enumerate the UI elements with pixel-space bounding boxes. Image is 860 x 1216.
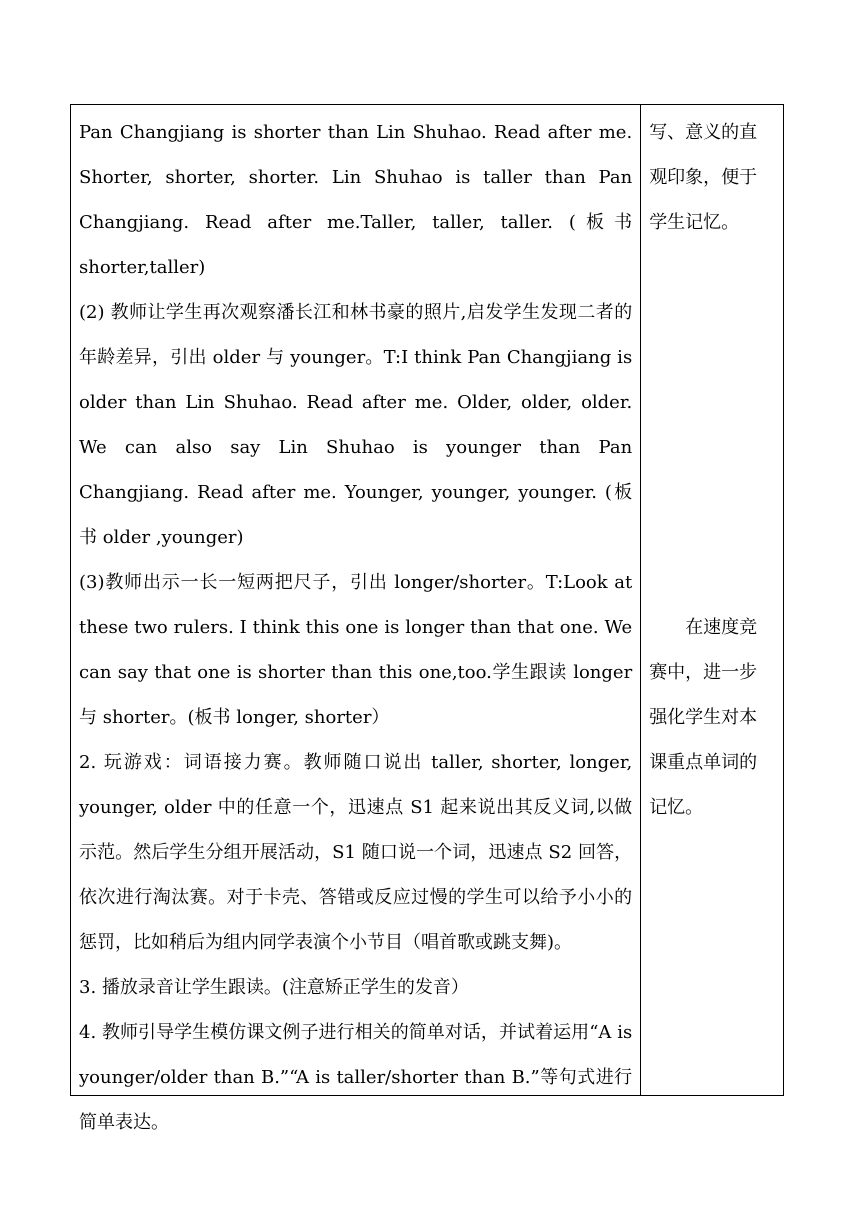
procedure-paragraph-2: (2) 教师让学生再次观察潘长江和林书豪的照片,启发学生发现二者的年龄差异，引出 older 与 younger。T:I think Pan Changjiang is older than Lin Shuhao. Read after me. Older, older, older. We can also say Lin Shuhao is younger than Pan Changjiang. Read after me. Younger, younger, younger. (板书 older ,younger) [79,302,633,548]
design-intent-column [641,105,783,1095]
procedure-paragraph-1: Pan Changjiang is shorter than Lin Shuhao. Read after me. Shorter, shorter, shorter. Lin Shuhao is taller than Pan Changjiang. Read after me.Taller, taller, taller. (板书 shorter,taller) [79,122,633,278]
teaching-procedure-column [71,105,641,1133]
design-note-1: 写、意义的直观印象，便于学生记忆。 [649,122,758,233]
procedure-paragraph-5: 3. 播放录音让学生跟读。(注意矫正学生的发音） [79,977,469,998]
procedure-paragraph-3: (3)教师出示一长一短两把尺子，引出 longer/shorter。T:Look at these two rulers. I think this one is longer than that one. We can say that one is shorter than this one,too.学生跟读 longer 与 shorter。(板书 longer, shorter） [79,572,633,728]
lesson-plan-table [70,104,784,1133]
design-note-2: 在速度竞赛中，进一步强化学生对本课重点单词的记忆。 [649,617,758,818]
column-spacer [649,245,775,605]
procedure-paragraph-6: 4. 教师引导学生模仿课文例子进行相关的简单对话，并试着运用“A is younger/older than B.”“A is taller/shorter than B.”等句式进行简单表达。 [79,1022,633,1133]
procedure-paragraph-4: 2. 玩游戏：词语接力赛。教师随口说出 taller, shorter, longer, younger, older 中的任意一个，迅速点 S1 起来说出其反义词,以做示范。然后学生分组开展活动，S1 随口说一个词，迅速点 S2 回答，依次进行淘汰赛。对于卡壳、答错或反应过慢的学生可以给予小小的惩罚，比如稍后为组内同学表演个小节目（唱首歌或跳支舞)。 [79,752,633,953]
